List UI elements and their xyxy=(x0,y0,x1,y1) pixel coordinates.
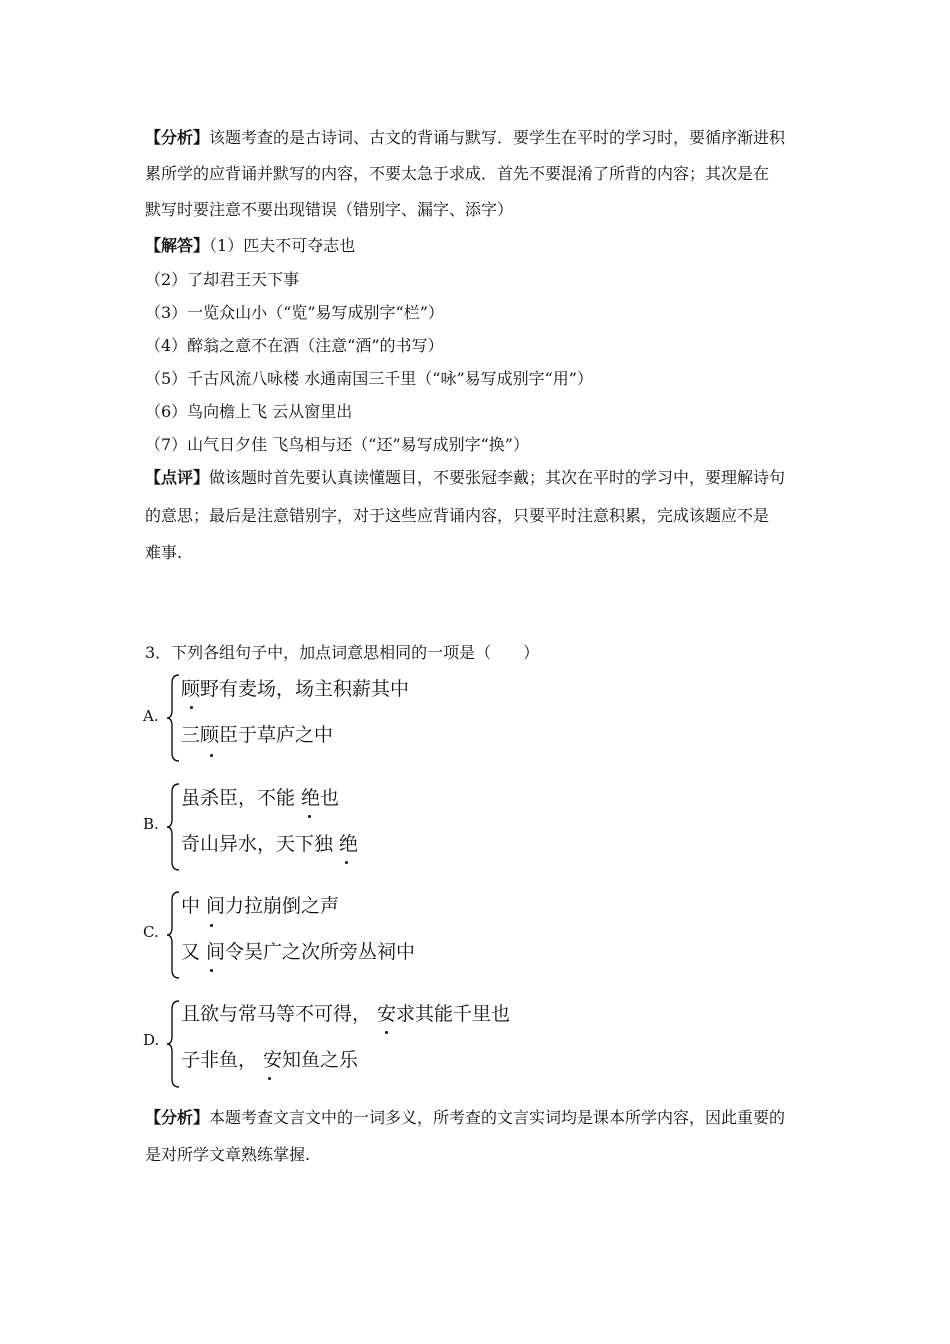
emphasis-dot xyxy=(268,1077,271,1080)
question-stem: 3．下列各组句子中，加点词意思相同的一项是（ ） xyxy=(145,643,540,662)
answer-line-1 xyxy=(145,236,355,256)
brace-icon xyxy=(165,673,181,763)
emphasis-dot xyxy=(345,861,348,864)
option-sentence-1: 中 间力拉崩倒之声 xyxy=(181,895,340,917)
analysis-paragraph-line-1 xyxy=(145,128,785,148)
analysis-text: 该题考查的是古诗词、古文的背诵与默写．要学生在平时的学习时，要循序渐进积 xyxy=(209,128,786,147)
option-sentence-2: 奇山异水，天下独 绝 xyxy=(181,833,359,855)
analysis-paragraph-line-3: 默写时要注意不要出现错误（错别字、漏字、添字） xyxy=(145,200,514,219)
analysis-tag: 【分析】 xyxy=(145,128,210,147)
brace-icon xyxy=(165,782,181,872)
option-label: D. xyxy=(143,1031,160,1049)
option-sentence-1: 顾野有麦场，场主积薪其中 xyxy=(181,678,410,700)
emphasis-dot xyxy=(210,754,213,757)
option-sentence-2: 三顾臣于草庐之中 xyxy=(181,724,334,746)
comment-line-2: 的意思；最后是注意错别字，对于这些应背诵内容，只要平时注意积累，完成该题应不是 xyxy=(145,506,770,525)
option-label: A. xyxy=(143,707,159,725)
answer-item-7: （7）山气日夕佳 飞鸟相与还（“还”易写成别字“换”） xyxy=(145,435,529,454)
answer-tag: 【解答】 xyxy=(145,236,210,255)
answer-item-1: （1）匹夫不可夺志也 xyxy=(209,236,356,255)
analysis2-line-2: 是对所学文章熟练掌握. xyxy=(145,1145,311,1164)
option-sentence-1: 且欲与常马等不可得， 安求其能千里也 xyxy=(181,1003,511,1025)
answer-item-3: （3）一览众山小（“览”易写成别字“栏”） xyxy=(145,303,444,322)
option-sentence-1: 虽杀臣，不能 绝也 xyxy=(181,787,340,809)
emphasis-dot xyxy=(210,924,213,927)
brace-icon xyxy=(165,999,181,1089)
option-label: B. xyxy=(143,815,159,833)
answer-item-6: （6）鸟向檐上飞 云从窗里出 xyxy=(145,402,353,421)
brace-icon xyxy=(165,890,181,980)
option-sentence-2: 又 间令吴广之次所旁丛祠中 xyxy=(181,941,416,963)
option-label: C. xyxy=(143,923,159,941)
emphasis-dot xyxy=(210,969,213,972)
analysis2-tag: 【分析】 xyxy=(145,1108,210,1127)
analysis-paragraph-line-2: 累所学的应背诵并默写的内容，不要太急于求成．首先不要混淆了所背的内容；其次是在 xyxy=(145,164,770,183)
comment-tag: 【点评】 xyxy=(145,468,210,487)
comment-line-1 xyxy=(145,468,785,488)
answer-item-4: （4）醉翁之意不在酒（注意“酒”的书写） xyxy=(145,336,444,355)
comment-line-3: 难事. xyxy=(145,543,183,562)
emphasis-dot xyxy=(385,1031,388,1034)
emphasis-dot xyxy=(308,815,311,818)
analysis2-line-1 xyxy=(145,1108,785,1128)
answer-item-5: （5）千古风流八咏楼 水通南国三千里（“咏”易写成别字“用”） xyxy=(145,369,593,388)
answer-item-2: （2）了却君王天下事 xyxy=(145,270,300,289)
analysis2-text: 本题考查文言文中的一词多义，所考查的文言实词均是课本所学内容，因此重要的 xyxy=(209,1108,786,1127)
comment-text: 做该题时首先要认真读懂题目，不要张冠李戴；其次在平时的学习中，要理解诗句 xyxy=(209,468,786,487)
option-sentence-2: 子非鱼， 安知鱼之乐 xyxy=(181,1049,359,1071)
emphasis-dot xyxy=(190,706,193,709)
